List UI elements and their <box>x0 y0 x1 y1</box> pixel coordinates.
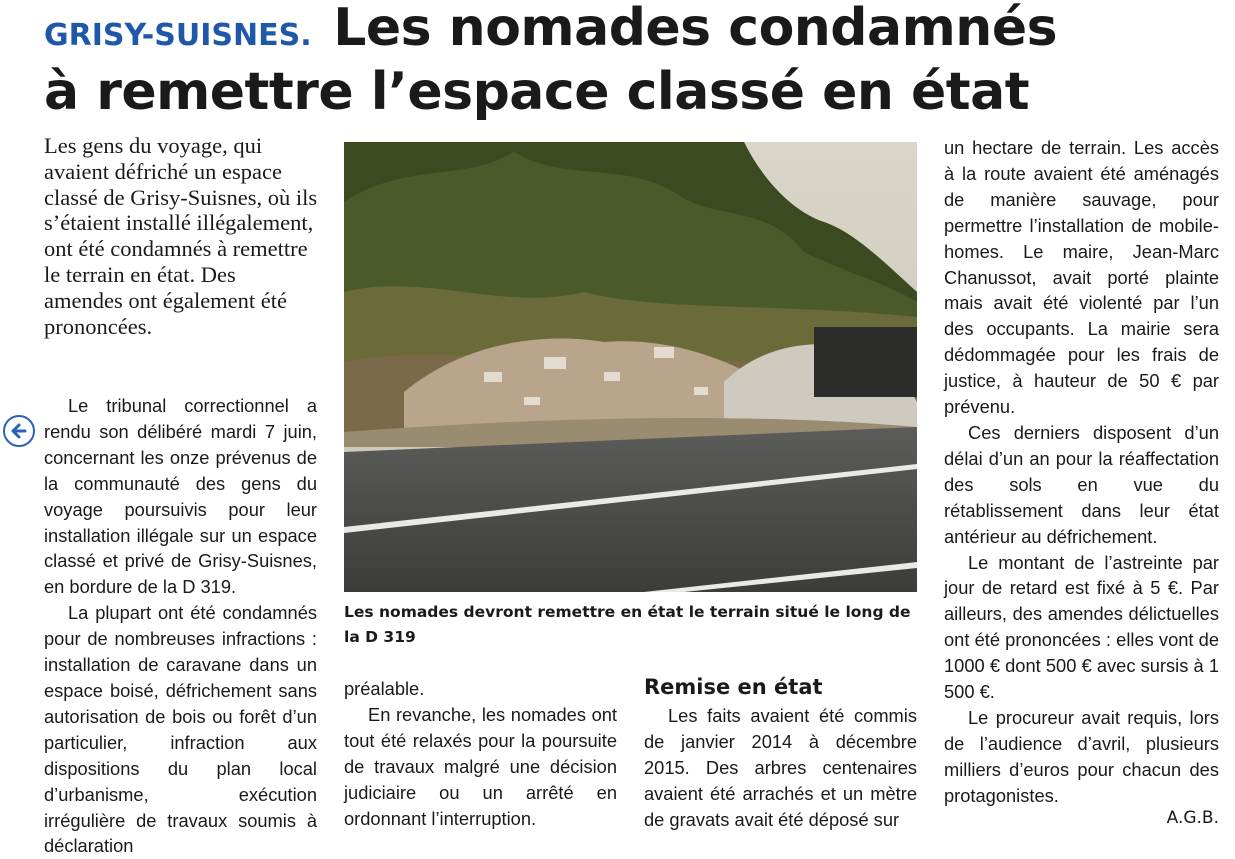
text-column-1 <box>44 393 317 859</box>
back-button[interactable] <box>3 415 35 447</box>
paragraph: Ces derniers disposent d’un délai d’un an pour la réaffectation des sols en vue du rétablissement dans leur état antérieur au défrichement. <box>944 421 1219 547</box>
section-subheading: Remise en état <box>644 675 823 699</box>
paragraph: préalable. <box>344 678 425 699</box>
headline <box>44 0 1224 120</box>
article-photo <box>344 142 917 592</box>
paragraph: Le tribunal correctionnel a rendu son délibéré mardi 7 juin, concernant les onze prévenus de la communauté des gens du voyage poursuivis pour leur installation illégale sur un espace classé et privé de Grisy-Suisnes, en bordure de la D 319. <box>44 395 317 598</box>
headline-kicker: GRISY-SUISNES. <box>44 18 312 53</box>
text-column-3 <box>644 703 917 833</box>
arrow-left-icon <box>9 421 29 441</box>
paragraph: Les faits avaient été commis de janvier 2014 à décembre 2015. Des arbres centenaires avaient été arrachés et un mètre de gravats avait été déposé sur <box>644 705 917 830</box>
headline-line-1: Les nomades condamnés <box>333 0 1058 58</box>
headline-line-2: à remettre l’espace classé en état <box>44 62 1030 122</box>
paragraph: Le procureur avait requis, lors de l’audience d’avril, plusieurs milliers d’euros pour chacun des protagonistes. <box>944 706 1219 806</box>
photo-caption: Les nomades devront remettre en état le terrain situé le long de la D 319 <box>344 603 911 646</box>
paragraph: La plupart ont été condamnés pour de nombreuses infractions : installation de caravane dans un espace boisé, défrichement sans autorisation de bois ou forêt d’un particulier, infraction aux dispositions du plan local d’urbanisme, exécution irrégulière de travaux soumis à déclaration <box>44 602 317 857</box>
paragraph: Le montant de l’astreinte par jour de retard est fixé à 5 €. Par ailleurs, des amendes délictuelles ont été prononcées : elles vont de 1000 € dont 500 € avec sursis à 1 500 €. <box>944 551 1219 703</box>
article-lead: Les gens du voyage, qui avaient défriché un espace classé de Grisy-Suisnes, où ils s’étaient installé illégalement, ont été condamnés à remettre le terrain en état. Des amendes ont également été prononcées. <box>44 133 318 339</box>
paragraph: un hectare de terrain. Les accès à la route avaient été aménagés de manière sauvage, pour permettre l’installation de mobile-homes. Le maire, Jean-Marc Chanussot, avait porté plainte mais avait été violenté par l’un des occupants. La mairie sera dédommagée pour les frais de justice, à hauteur de 50 € par prévenu. <box>944 137 1219 418</box>
paragraph: En revanche, les nomades ont tout été relaxés pour la poursuite de travaux malgré une décision judiciaire ou un arrêté en ordonnant l’interruption. <box>344 703 617 829</box>
author-signature: A.G.B. <box>1166 808 1219 828</box>
text-column-4 <box>944 135 1219 809</box>
text-column-2 <box>344 676 617 831</box>
